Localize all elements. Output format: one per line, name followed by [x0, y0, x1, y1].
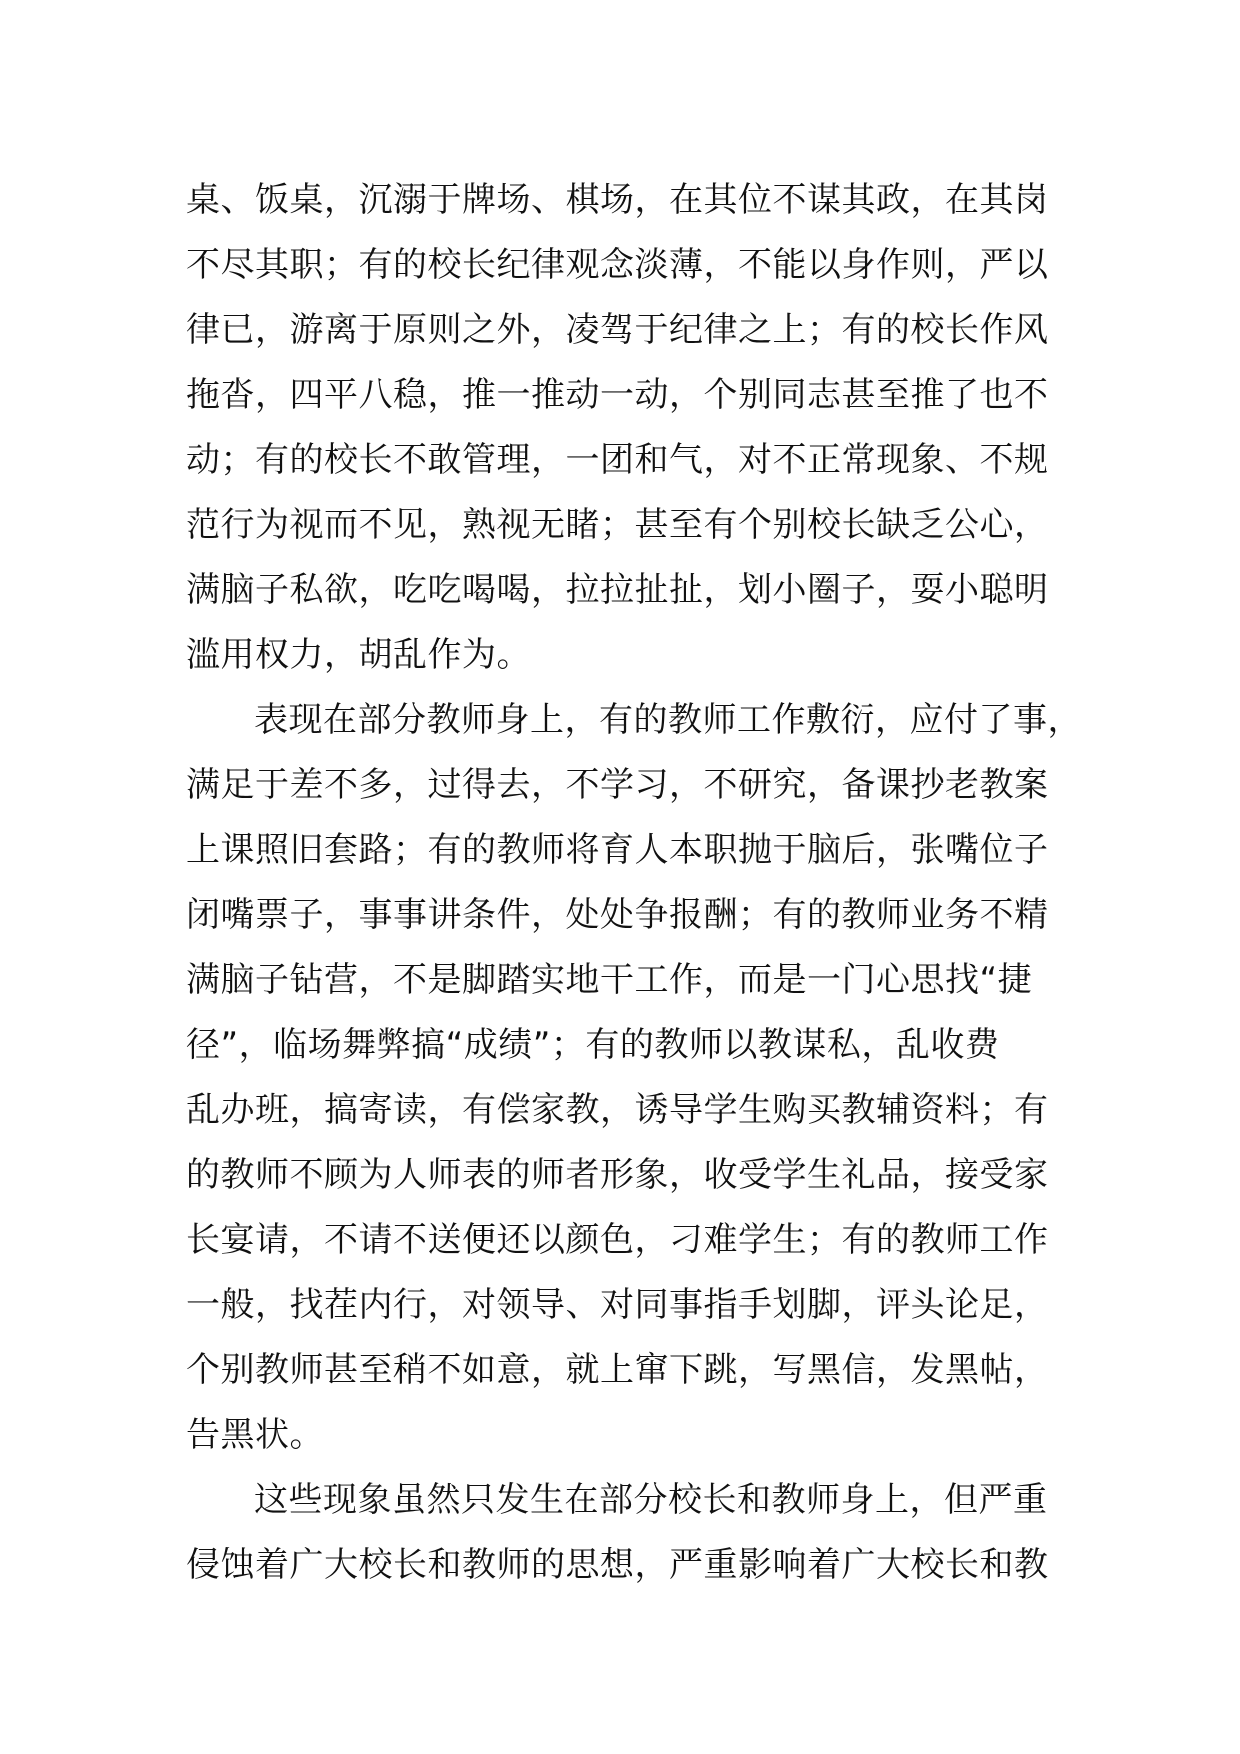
text-line: 长宴请，不请不送便还以颜色，刁难学生；有的教师工作 [186, 1220, 1049, 1260]
text-line: 乱办班，搞寄读，有偿家教，诱导学生购买教辅资料；有 [186, 1090, 1049, 1130]
text-line: 闭嘴票子，事事讲条件，处处争报酬；有的教师业务不精 [186, 895, 1049, 935]
text-line: 上课照旧套路；有的教师将育人本职抛于脑后，张嘴位子 [186, 830, 1049, 870]
paragraph-start-line: 这些现象虽然只发生在部分校长和教师身上，但严重 [254, 1480, 1048, 1520]
text-line: 桌、饭桌，沉溺于牌场、棋场，在其位不谋其政，在其岗 [186, 180, 1049, 220]
text-line: 律已，游离于原则之外，凌驾于纪律之上；有的校长作风 [186, 310, 1049, 350]
text-line: 动；有的校长不敢管理，一团和气，对不正常现象、不规 [186, 440, 1049, 480]
text-line: 一般，找茬内行，对领导、对同事指手划脚，评头论足， [186, 1285, 1049, 1325]
body-text [186, 168, 1082, 1598]
paragraph-start-line: 表现在部分教师身上，有的教师工作敷衍，应付了事， [254, 700, 1082, 740]
text-line: 不尽其职；有的校长纪律观念淡薄，不能以身作则，严以 [186, 245, 1049, 285]
text-line: 范行为视而不见，熟视无睹；甚至有个别校长缺乏公心， [186, 505, 1049, 545]
text-line: 满足于差不多，过得去，不学习，不研究，备课抄老教案 [186, 765, 1049, 805]
text-line: 告黑状。 [186, 1415, 324, 1455]
text-line: 个别教师甚至稍不如意，就上窜下跳，写黑信，发黑帖， [186, 1350, 1049, 1390]
text-line: 径”，临场舞弊搞“成绩”；有的教师以教谋私，乱收费 [186, 1025, 1000, 1065]
text-line: 滥用权力，胡乱作为。 [186, 635, 531, 675]
text-line: 满脑子私欲，吃吃喝喝，拉拉扯扯，划小圈子，耍小聪明 [186, 570, 1049, 610]
text-line: 侵蚀着广大校长和教师的思想，严重影响着广大校长和教 [186, 1545, 1049, 1585]
text-line: 的教师不顾为人师表的师者形象，收受学生礼品，接受家 [186, 1155, 1049, 1195]
text-line: 拖沓，四平八稳，推一推动一动，个别同志甚至推了也不 [186, 375, 1049, 415]
text-line: 满脑子钻营，不是脚踏实地干工作，而是一门心思找“捷 [186, 960, 1033, 1000]
